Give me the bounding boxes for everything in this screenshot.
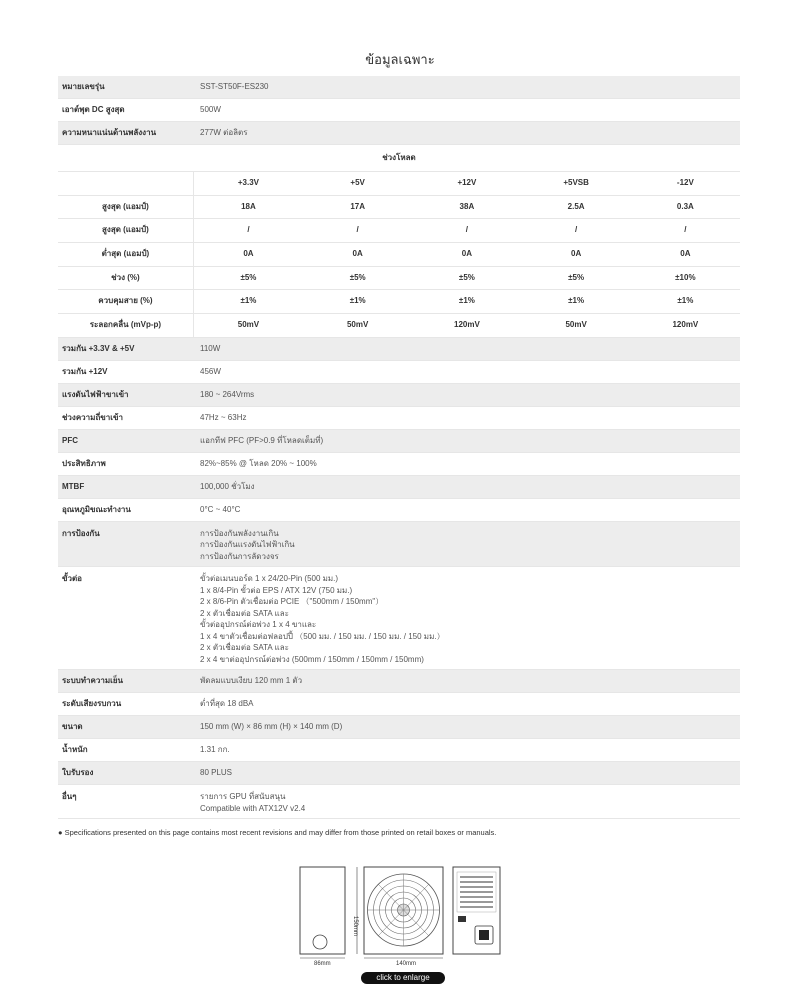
click-to-enlarge-button[interactable]: click to enlarge (361, 972, 445, 984)
load-col-header: +12V (457, 178, 477, 187)
load-cell: 50mV (346, 320, 369, 330)
spec-value-list (200, 567, 740, 669)
load-cell: 0A (571, 249, 582, 259)
load-cell: 0A (243, 249, 254, 259)
load-cell: 0A (680, 249, 691, 259)
load-row-label: ระลอกคลื่น (mVp-p) (58, 314, 194, 337)
load-cell: ±1% (458, 296, 475, 306)
spec-value: SST-ST50F-ES230 (200, 82, 269, 91)
spec-label: ระบบทำความเย็น (62, 676, 124, 686)
spec-value: 1.31 กก. (200, 745, 230, 755)
load-col-header: +5V (350, 178, 365, 187)
list-item: 1 x 4 ขาตัวเชื่อมต่อฟลอปปี้ （500 มม. / 150 มม. / 150 มม. / 150 มม.） (200, 631, 445, 641)
spec-label: หมายเลขรุ่น (62, 82, 105, 91)
spec-row-input-frequency (58, 407, 740, 430)
spec-label: การป้องกัน (62, 528, 100, 538)
power-switch (458, 916, 466, 922)
load-cell: / (356, 225, 359, 235)
list-item: การป้องกันพลังงานเกิน (200, 528, 279, 538)
spec-value: 180 ~ 264Vrms (200, 389, 255, 399)
load-cell: 0.3A (676, 201, 694, 211)
load-cell: / (575, 225, 578, 235)
spec-row-efficiency (58, 453, 740, 476)
load-cell: ±5% (458, 272, 475, 282)
height-dimension-label: 150mm (352, 916, 358, 937)
spec-value: 277W ต่อลิตร (200, 128, 248, 137)
spec-row-connectors (58, 567, 740, 670)
spec-value-list (200, 785, 740, 818)
list-item: 1 x 8/4-Pin ขั้วต่อ EPS / ATX 12V (750 มม.) (200, 585, 353, 595)
spec-value: ต่ำที่สุด 18 dBA (200, 699, 254, 709)
spec-row-combined-3v3-5v (58, 338, 740, 361)
load-col-header: +5VSB (563, 178, 589, 187)
load-cell: 120mV (672, 320, 699, 330)
depth-dimension-label: 86mm (314, 961, 331, 967)
list-item: การป้องกันแรงดันไฟฟ้าเกิน (200, 540, 295, 550)
spec-row-operating-temp (58, 499, 740, 522)
load-cell: ±5% (240, 272, 257, 282)
spec-table (58, 76, 740, 819)
spec-value: 456W (200, 366, 221, 376)
spec-value-list (200, 522, 740, 567)
spec-row-certification (58, 762, 740, 785)
load-cell: ±1% (240, 296, 257, 306)
load-cell: 50mV (565, 320, 587, 330)
load-cell: / (247, 225, 250, 235)
load-corner-cell (58, 172, 194, 195)
rear-vent-pattern (457, 872, 496, 912)
list-item: 2 x ตัวเชื่อมต่อ SATA และ (200, 608, 289, 618)
list-item: 2 x 4 ขาต่ออุปกรณ์ต่อพ่วง (500mm / 150mm / 150mm / 150mm) (200, 654, 424, 664)
load-cell: 18A (241, 201, 256, 211)
spec-row-pfc (58, 430, 740, 453)
load-cell: ±5% (349, 272, 366, 282)
spec-row-model (58, 76, 740, 99)
spec-label: อื่นๆ (62, 792, 77, 802)
spec-label: อุณหภูมิขณะทำงาน (62, 504, 131, 514)
load-cell: 2.5A (567, 201, 585, 211)
list-item: 2 x ตัวเชื่อมต่อ SATA และ (200, 643, 289, 653)
spec-value: 500W (200, 105, 221, 114)
spec-row-protection (58, 522, 740, 568)
load-cell: 120mV (454, 320, 480, 330)
load-row-range (58, 267, 740, 291)
spec-value: 150 mm (W) × 86 mm (H) × 140 mm (D) (200, 722, 343, 732)
load-col-header: +3.3V (237, 178, 259, 187)
width-dimension-label: 140mm (396, 961, 417, 967)
spec-value: พัดลมแบบเงียบ 120 mm 1 ตัว (200, 676, 303, 686)
list-item: ขั้วต่อเมนบอร์ด 1 x 24/20-Pin (500 มม.) (200, 574, 339, 584)
load-cell: ±10% (675, 272, 696, 282)
load-cell: 0A (461, 249, 473, 259)
load-cell: 0A (352, 249, 363, 259)
load-row-ripple (58, 314, 740, 338)
spec-label: ประสิทธิภาพ (62, 458, 106, 468)
load-cell: ±1% (568, 296, 585, 306)
spec-label: ระดับเสียงรบกวน (62, 699, 122, 709)
load-row-label: สูงสุด (แอมป์) (58, 219, 194, 242)
spec-value: 100,000 ชั่วโมง (200, 481, 255, 491)
load-cell: / (684, 225, 687, 235)
spec-label: รวมกัน +3.3V & +5V (62, 343, 135, 353)
spec-label: ความหนาแน่นด้านพลังงาน (62, 128, 157, 137)
spec-label: รวมกัน +12V (62, 366, 108, 376)
list-item: Compatible with ATX12V v2.4 (200, 803, 306, 813)
spec-label: ใบรับรอง (62, 768, 94, 778)
spec-value: 82%~85% @ โหลด 20% ~ 100% (200, 458, 317, 468)
load-cell: ±1% (677, 296, 694, 306)
list-item: การป้องกันการลัดวงจร (200, 551, 279, 561)
spec-label: แรงดันไฟฟ้าขาเข้า (62, 389, 129, 399)
load-row-max-2 (58, 219, 740, 243)
spec-row-mtbf (58, 476, 740, 499)
load-row-label: ต่ำสุด (แอมป์) (58, 243, 194, 266)
spec-row-max-output (58, 99, 740, 122)
load-cell: ±5% (568, 272, 585, 282)
spec-label: ช่วงความถี่ขาเข้า (62, 412, 123, 422)
spec-label: ขั้วต่อ (62, 574, 82, 584)
spec-label: ขนาด (62, 722, 83, 732)
spec-value: 47Hz ~ 63Hz (200, 412, 247, 422)
spec-label: น้ำหนัก (62, 745, 88, 755)
page-title: ข้อมูลเฉพาะ (365, 52, 435, 67)
spec-row-noise (58, 693, 740, 716)
spec-value: 0°C ~ 40°C (200, 504, 241, 514)
disclaimer-note: ● Specifications presented on this page contains most recent revisions and may differ from those printed on retail boxes or manuals. (58, 828, 497, 837)
spec-value: แอกทีฟ PFC (PF>0.9 ที่โหลดเต็มที่) (200, 435, 324, 445)
load-row-regulation (58, 290, 740, 314)
spec-row-other (58, 785, 740, 819)
psu-side-view (300, 867, 345, 954)
load-row-max (58, 196, 740, 220)
list-item: 2 x 8/6-Pin ตัวเชื่อมต่อ PCIE （"500mm / 150mm"） (200, 597, 384, 607)
spec-label: เอาต์พุต DC สูงสุด (62, 105, 125, 114)
spec-row-combined-12v (58, 361, 740, 384)
spec-row-input-voltage (58, 384, 740, 407)
spec-row-dimensions (58, 716, 740, 739)
psu-dimension-diagram[interactable] (298, 864, 504, 968)
load-row-min (58, 243, 740, 267)
spec-label: PFC (62, 435, 78, 445)
load-col-header: -12V (676, 178, 694, 187)
load-cell: / (465, 225, 469, 235)
load-cell: 38A (459, 201, 475, 211)
list-item: ขั้วต่ออุปกรณ์ต่อพ่วง 1 x 4 ขาและ (200, 620, 317, 630)
spec-row-cooling (58, 670, 740, 693)
load-header-row (58, 172, 740, 196)
spec-label: MTBF (62, 481, 85, 491)
load-cell: 50mV (237, 320, 260, 330)
spec-row-weight (58, 739, 740, 762)
load-cell: 17A (350, 201, 365, 211)
load-range-heading: ช่วงโหลด (58, 145, 740, 172)
spec-row-power-density (58, 122, 740, 145)
spec-value: 110W (200, 343, 221, 353)
load-row-label: ช่วง (%) (58, 267, 194, 290)
load-cell: ±1% (349, 296, 366, 306)
load-row-label: ควบคุมสาย (%) (58, 290, 194, 313)
ac-inlet-core (479, 930, 489, 940)
gpu-support-link[interactable]: รายการ GPU ที่สนับสนุน (200, 792, 286, 802)
load-row-label: สูงสุด (แอมป์) (58, 196, 194, 219)
spec-value: 80 PLUS (200, 768, 233, 778)
